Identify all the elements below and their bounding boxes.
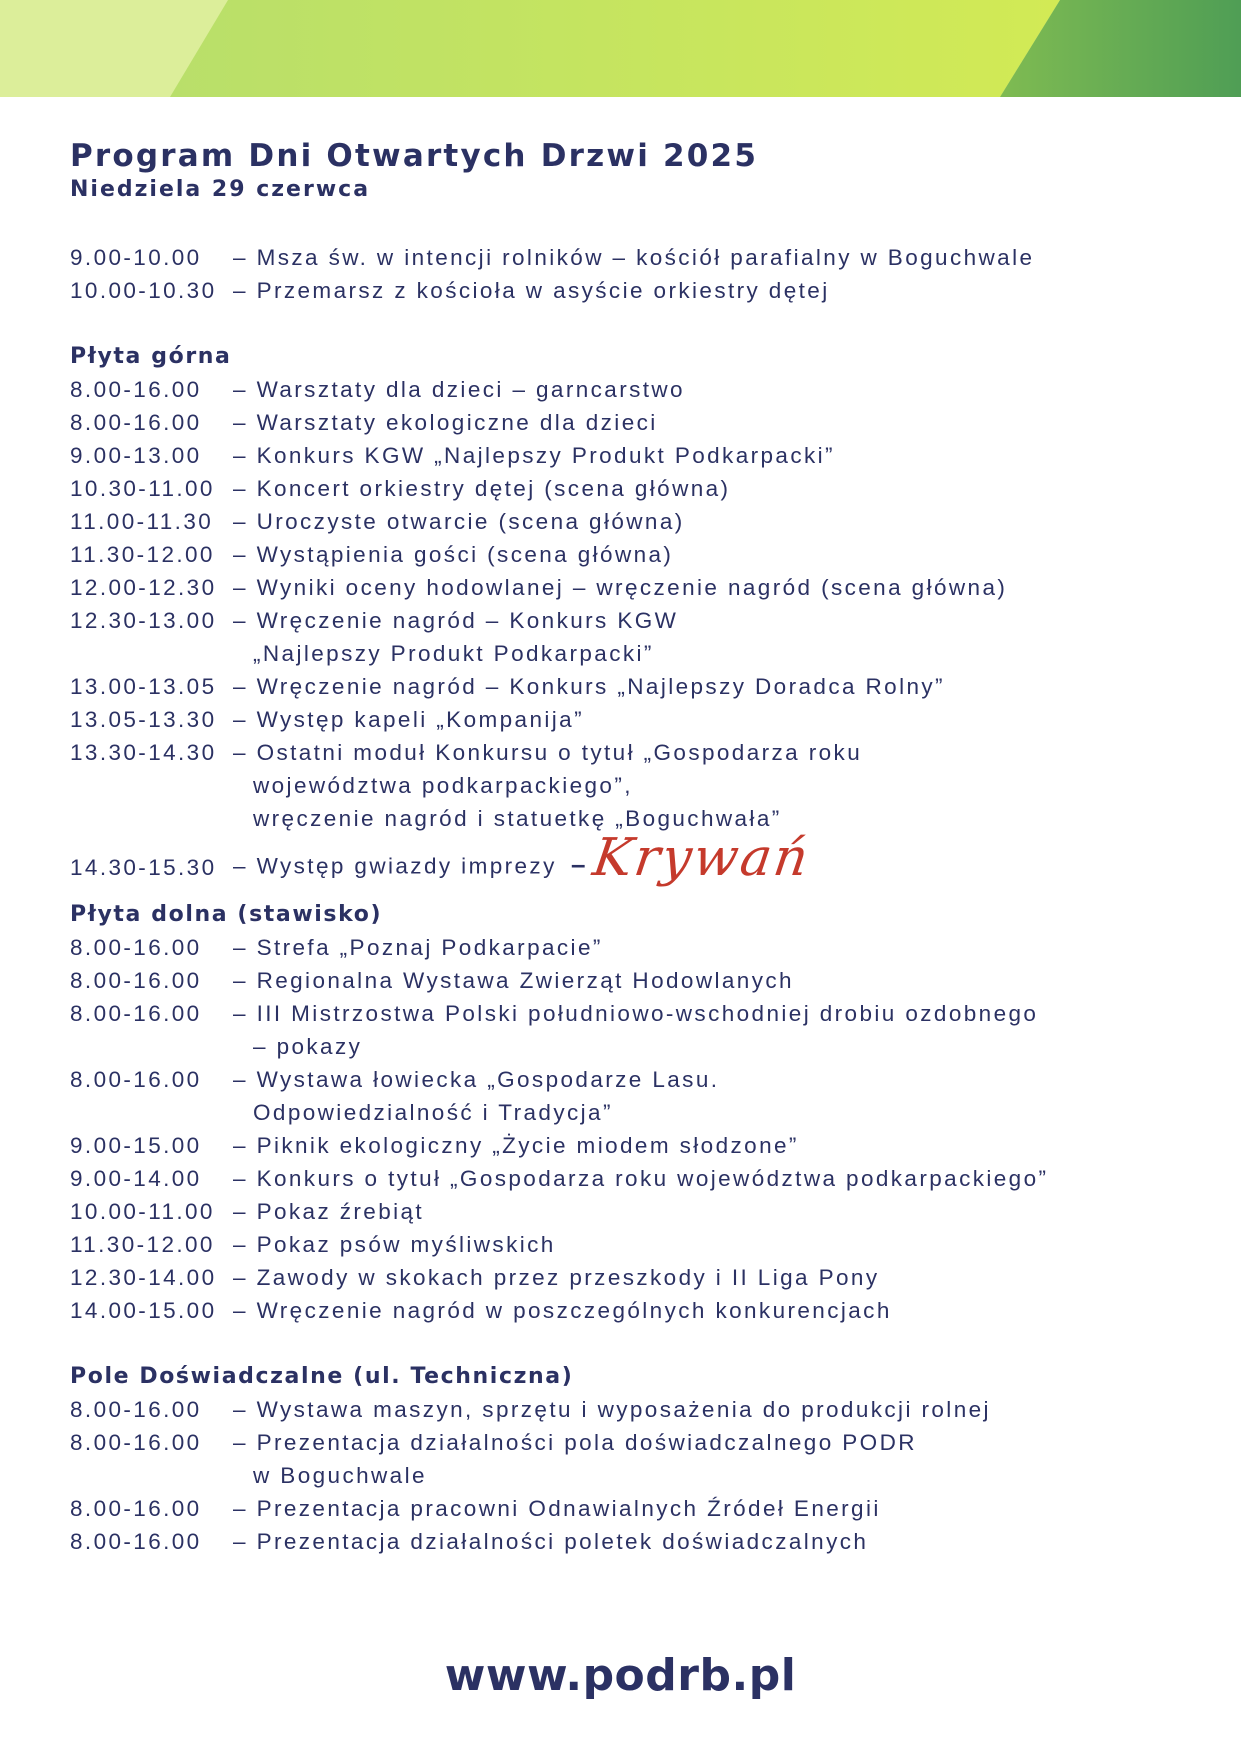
schedule-time: 8.00-16.00 [70,377,202,402]
schedule-row [70,1525,1200,1558]
schedule-row [70,604,1200,670]
schedule-description-line: wręczenie nagród i statuetkę „Boguchwała” [253,806,782,831]
schedule-description-line: – III Mistrzostwa Polski południowo-wschodniej drobiu ozdobnego [233,1001,1039,1026]
schedule-time: 9.00-14.00 [70,1166,202,1191]
schedule-description [233,1492,1200,1525]
schedule-description-line: – Zawody w skokach przez przeszkody i II Liga Pony [233,1265,880,1290]
schedule-description-line: – Przemarsz z kościoła w asyście orkiestry dętej [233,278,830,303]
schedule-time: 9.00-10.00 [70,245,202,270]
schedule-time: 8.00-16.00 [70,1397,202,1422]
schedule-row [70,736,1200,835]
schedule-description-line: – Piknik ekologiczny „Życie miodem słodzone” [233,1133,799,1158]
schedule-description [233,373,1200,406]
page-subtitle: Niedziela 29 czerwca [70,177,371,202]
schedule-time: 11.30-12.00 [70,542,215,567]
schedule-description [233,670,1200,703]
schedule-row [70,1261,1200,1294]
schedule-row [70,997,1200,1063]
schedule-description-line: – Prezentacja pracowni Odnawialnych Źródeł Energii [233,1496,881,1521]
schedule-row [70,1426,1200,1492]
schedule-description-line: – Ostatni moduł Konkursu o tytuł „Gospodarza roku [233,740,863,765]
schedule-description [233,1261,1200,1294]
schedule-description [233,1195,1200,1228]
schedule-time: 14.30-15.30 [70,854,217,880]
schedule-description [233,1162,1200,1195]
schedule-description-line: – Wręczenie nagród w poszczególnych konkurencjach [233,1298,892,1323]
schedule-description-line: – pokazy [253,1034,363,1059]
schedule-description [233,931,1200,964]
section-intro [70,241,1200,307]
schedule-description [233,1063,1200,1129]
schedule-time: 12.00-12.30 [70,575,217,600]
schedule-description [233,1525,1200,1558]
schedule-description [233,1129,1200,1162]
schedule-time: 8.00-16.00 [70,1067,202,1092]
schedule-row [70,1129,1200,1162]
schedule-description-line: województwa podkarpackiego”, [253,773,633,798]
section-title-plyta-gorna: Płyta górna [70,344,232,369]
schedule-description [233,472,1200,505]
schedule-time: 12.30-13.00 [70,608,217,633]
schedule-description [233,604,1200,670]
schedule-description-line: – Warsztaty dla dzieci – garncarstwo [233,377,685,402]
schedule-time: 11.30-12.00 [70,1232,215,1257]
schedule-row [70,1063,1200,1129]
schedule-description-line: – Uroczyste otwarcie (scena główna) [233,509,685,534]
website-url[interactable]: www.podrb.pl [444,1650,797,1701]
schedule-row [70,1294,1200,1327]
banner-mid-band [170,0,1060,97]
schedule-description-line: – Konkurs KGW „Najlepszy Produkt Podkarpacki” [233,443,835,468]
schedule-time: 8.00-16.00 [70,968,202,993]
schedule-row [70,571,1200,604]
plyta-dolna-list [70,931,1200,1327]
schedule-time: 13.05-13.30 [70,707,217,732]
schedule-description [233,1393,1200,1426]
schedule-description [233,538,1200,571]
schedule-time: 8.00-16.00 [70,410,202,435]
schedule-row [70,373,1200,406]
schedule-time: 8.00-16.00 [70,1529,202,1554]
schedule-description [233,1228,1200,1261]
schedule-description-line: – Strefa „Poznaj Podkarpacie” [233,935,603,960]
schedule-description-line: – Wręczenie nagród – Konkurs „Najlepszy Doradca Rolny” [233,674,945,699]
section-pole [70,1360,1200,1558]
schedule-description [233,833,1200,902]
schedule-description-line: – Wystawa łowiecka „Gospodarze Lasu. [233,1067,720,1092]
schedule-time: 10.30-11.00 [70,476,215,501]
schedule-time: 10.00-10.30 [70,278,217,303]
schedule-description-line: – Wręczenie nagród – Konkurs KGW [233,608,679,633]
schedule-row [70,670,1200,703]
schedule-description [233,703,1200,736]
schedule-row [70,439,1200,472]
schedule-time: 12.30-14.00 [70,1265,217,1290]
star-performance-row [70,832,1200,891]
schedule-description [233,406,1200,439]
schedule-description-line: – Występ kapeli „Kompanija” [233,707,584,732]
schedule-description [233,439,1200,472]
schedule-description [233,571,1200,604]
schedule-description [233,274,1200,307]
schedule-row [70,964,1200,997]
schedule-row [70,472,1200,505]
krywan-logo-dash: – [571,848,589,879]
schedule-description-line: – Regionalna Wystawa Zwierząt Hodowlanych [233,968,794,993]
schedule-row [70,1492,1200,1525]
section-title-pole: Pole Doświadczalne (ul. Techniczna) [70,1364,574,1389]
schedule-time: 13.00-13.05 [70,674,217,699]
schedule-description-line: „Najlepszy Produkt Podkarpacki” [253,641,654,666]
schedule-row [70,1162,1200,1195]
schedule-time: 8.00-16.00 [70,1496,202,1521]
section-plyta-dolna [70,898,1200,1327]
schedule-row [70,538,1200,571]
krywan-logo-text: Krywań [589,832,815,888]
schedule-row [70,1393,1200,1426]
schedule-time: 10.00-11.00 [70,1199,215,1224]
schedule-time: 8.00-16.00 [70,935,202,960]
schedule-description-line: – Warsztaty ekologiczne dla dzieci [233,410,658,435]
schedule-description [233,736,1200,835]
schedule-time: 13.30-14.30 [70,740,217,765]
schedule-description-line: – Wyniki oceny hodowlanej – wręczenie nagród (scena główna) [233,575,1008,600]
schedule-row [70,931,1200,964]
schedule-row [70,505,1200,538]
schedule-description [233,964,1200,997]
schedule-description [233,241,1200,274]
pole-list [70,1393,1200,1558]
krywan-logo [571,833,821,902]
intro-list [70,241,1200,307]
schedule-row [70,274,1200,307]
schedule-row [70,1228,1200,1261]
schedule-description-line: – Koncert orkiestry dętej (scena główna) [233,476,731,501]
schedule-description-line: – Pokaz psów myśliwskich [233,1232,556,1257]
schedule-description-line: – Msza św. w intencji rolników – kościół parafialny w Boguchwale [233,245,1035,270]
schedule-description-line: – Wystąpienia gości (scena główna) [233,542,674,567]
schedule-time: 8.00-16.00 [70,1430,202,1455]
schedule-row [70,406,1200,439]
header-banner [0,0,1241,97]
schedule-description-line: – Pokaz źrebiąt [233,1199,425,1224]
schedule-time: 9.00-13.00 [70,443,202,468]
schedule-description [233,1426,1200,1492]
schedule-time: 9.00-15.00 [70,1133,202,1158]
schedule-description-line: Odpowiedzialność i Tradycja” [253,1100,613,1125]
schedule-description [233,505,1200,538]
schedule-row [70,1195,1200,1228]
section-title-plyta-dolna: Płyta dolna (stawisko) [70,902,383,927]
schedule-row [70,241,1200,274]
section-plyta-gorna [70,340,1200,891]
star-text: – Występ gwiazdy imprezy [233,852,557,878]
schedule-description-line: – Konkurs o tytuł „Gospodarza roku województwa podkarpackiego” [233,1166,1049,1191]
schedule-description [233,1294,1200,1327]
plyta-gorna-list [70,373,1200,835]
schedule-time: 8.00-16.00 [70,1001,202,1026]
schedule-time: 14.00-15.00 [70,1298,217,1323]
schedule-description-line: – Wystawa maszyn, sprzętu i wyposażenia do produkcji rolnej [233,1397,991,1422]
schedule-time: 11.00-11.30 [70,509,214,534]
schedule-description [233,997,1200,1063]
page-title: Program Dni Otwartych Drzwi 2025 [70,138,759,174]
schedule-row [70,703,1200,736]
schedule-description-line: – Prezentacja działalności pola doświadczalnego PODR [233,1430,917,1455]
program-content [70,136,1200,1558]
schedule-description-line: – Prezentacja działalności poletek doświadczalnych [233,1529,869,1554]
schedule-description-line: w Boguchwale [253,1463,427,1488]
